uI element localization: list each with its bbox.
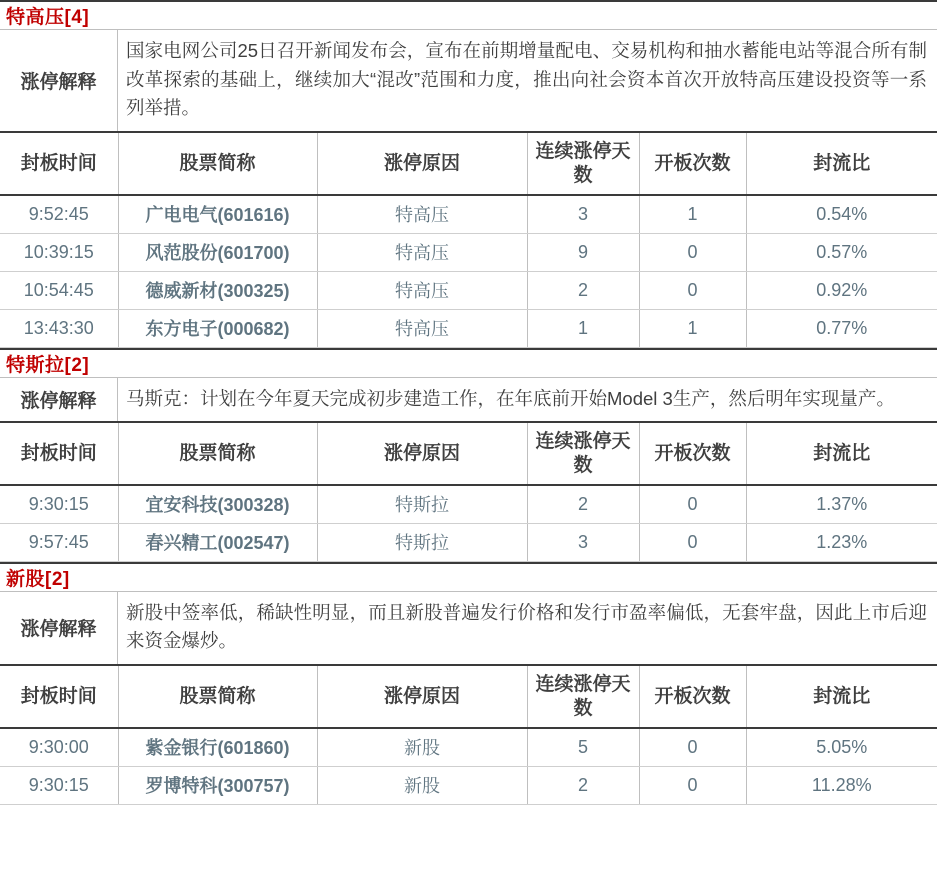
column-header: 连续涨停天数 bbox=[527, 423, 639, 485]
limit-up-reason: 新股 bbox=[317, 766, 527, 804]
section-title: 特斯拉[2] bbox=[6, 354, 90, 376]
open-board-count: 0 bbox=[639, 766, 746, 804]
column-header: 封流比 bbox=[746, 423, 937, 485]
limit-up-reason: 特高压 bbox=[317, 195, 527, 233]
stock-name[interactable]: 春兴精工(002547) bbox=[118, 523, 317, 561]
column-header: 开板次数 bbox=[639, 133, 746, 195]
seal-flow-ratio: 0.77% bbox=[746, 309, 937, 347]
seal-time: 9:30:00 bbox=[0, 728, 118, 766]
consecutive-days: 5 bbox=[527, 728, 639, 766]
table-header-row bbox=[0, 423, 937, 485]
seal-flow-ratio: 0.92% bbox=[746, 271, 937, 309]
section-title: 特高压[4] bbox=[6, 7, 90, 28]
column-header: 股票简称 bbox=[118, 133, 317, 195]
explanation-text: 马斯克：计划在今年夏天完成初步建造工作，在年底前开始Model 3生产，然后明年实现量产。 bbox=[126, 387, 895, 409]
consecutive-days: 2 bbox=[527, 271, 639, 309]
limit-up-reason: 特高压 bbox=[317, 309, 527, 347]
open-board-count: 0 bbox=[639, 485, 746, 523]
seal-flow-ratio: 0.57% bbox=[746, 233, 937, 271]
open-board-count: 0 bbox=[639, 728, 746, 766]
seal-time: 9:30:15 bbox=[0, 766, 118, 804]
stock-table bbox=[0, 423, 937, 562]
consecutive-days: 9 bbox=[527, 233, 639, 271]
stock-name[interactable]: 东方电子(000682) bbox=[118, 309, 317, 347]
seal-flow-ratio: 5.05% bbox=[746, 728, 937, 766]
section-title-row bbox=[0, 0, 937, 30]
limit-up-reason: 新股 bbox=[317, 728, 527, 766]
column-header: 封流比 bbox=[746, 666, 937, 728]
table-header-row bbox=[0, 133, 937, 195]
section-title-row bbox=[0, 562, 937, 592]
table-row[interactable] bbox=[0, 233, 937, 271]
consecutive-days: 3 bbox=[527, 523, 639, 561]
open-board-count: 1 bbox=[639, 195, 746, 233]
explanation-text: 新股中签率低，稀缺性明显，而且新股普遍发行价格和发行市盈率偏低，无套牢盘，因此上市后迎来资金爆炒。 bbox=[126, 601, 927, 652]
seal-time: 10:54:45 bbox=[0, 271, 118, 309]
seal-flow-ratio: 11.28% bbox=[746, 766, 937, 804]
column-header: 连续涨停天数 bbox=[527, 666, 639, 728]
seal-time: 10:39:15 bbox=[0, 233, 118, 271]
stock-table bbox=[0, 133, 937, 348]
table-header-row bbox=[0, 666, 937, 728]
table-row[interactable] bbox=[0, 309, 937, 347]
open-board-count: 1 bbox=[639, 309, 746, 347]
explanation-row bbox=[0, 378, 937, 424]
seal-flow-ratio: 0.54% bbox=[746, 195, 937, 233]
concept-section bbox=[0, 562, 937, 805]
column-header: 连续涨停天数 bbox=[527, 133, 639, 195]
explanation-label: 涨停解释 bbox=[0, 378, 118, 422]
column-header: 涨停原因 bbox=[317, 133, 527, 195]
column-header: 股票简称 bbox=[118, 666, 317, 728]
table-row[interactable] bbox=[0, 728, 937, 766]
stock-name[interactable]: 德威新材(300325) bbox=[118, 271, 317, 309]
column-header: 封板时间 bbox=[0, 133, 118, 195]
explanation-text: 国家电网公司25日召开新闻发布会，宣布在前期增量配电、交易机构和抽水蓄能电站等混合所有制改革探索的基础上，继续加大“混改”范围和力度，推出向社会资本首次开放特高压建设投资等一系列举措。 bbox=[126, 40, 927, 119]
column-header: 涨停原因 bbox=[317, 666, 527, 728]
stock-name[interactable]: 风范股份(601700) bbox=[118, 233, 317, 271]
consecutive-days: 3 bbox=[527, 195, 639, 233]
column-header: 开板次数 bbox=[639, 666, 746, 728]
concept-section bbox=[0, 0, 937, 348]
stock-name[interactable]: 广电电气(601616) bbox=[118, 195, 317, 233]
open-board-count: 0 bbox=[639, 233, 746, 271]
concept-section bbox=[0, 348, 937, 562]
stock-name[interactable]: 紫金银行(601860) bbox=[118, 728, 317, 766]
seal-time: 13:43:30 bbox=[0, 309, 118, 347]
seal-time: 9:52:45 bbox=[0, 195, 118, 233]
explanation-label: 涨停解释 bbox=[0, 30, 118, 131]
table-row[interactable] bbox=[0, 195, 937, 233]
stock-table bbox=[0, 666, 937, 805]
explanation-row bbox=[0, 592, 937, 666]
column-header: 封板时间 bbox=[0, 666, 118, 728]
limit-up-reason: 特高压 bbox=[317, 233, 527, 271]
consecutive-days: 2 bbox=[527, 485, 639, 523]
column-header: 开板次数 bbox=[639, 423, 746, 485]
table-row[interactable] bbox=[0, 523, 937, 561]
section-title: 新股[2] bbox=[6, 568, 70, 590]
limit-up-reason: 特高压 bbox=[317, 271, 527, 309]
seal-time: 9:57:45 bbox=[0, 523, 118, 561]
open-board-count: 0 bbox=[639, 271, 746, 309]
limit-up-reason: 特斯拉 bbox=[317, 485, 527, 523]
limit-up-reason: 特斯拉 bbox=[317, 523, 527, 561]
table-row[interactable] bbox=[0, 766, 937, 804]
seal-flow-ratio: 1.23% bbox=[746, 523, 937, 561]
seal-flow-ratio: 1.37% bbox=[746, 485, 937, 523]
consecutive-days: 2 bbox=[527, 766, 639, 804]
table-row[interactable] bbox=[0, 485, 937, 523]
open-board-count: 0 bbox=[639, 523, 746, 561]
table-row[interactable] bbox=[0, 271, 937, 309]
seal-time: 9:30:15 bbox=[0, 485, 118, 523]
consecutive-days: 1 bbox=[527, 309, 639, 347]
column-header: 封流比 bbox=[746, 133, 937, 195]
column-header: 封板时间 bbox=[0, 423, 118, 485]
explanation-row bbox=[0, 30, 937, 133]
column-header: 涨停原因 bbox=[317, 423, 527, 485]
stock-name[interactable]: 罗博特科(300757) bbox=[118, 766, 317, 804]
explanation-label: 涨停解释 bbox=[0, 592, 118, 664]
column-header: 股票简称 bbox=[118, 423, 317, 485]
stock-name[interactable]: 宜安科技(300328) bbox=[118, 485, 317, 523]
section-title-row bbox=[0, 348, 937, 378]
